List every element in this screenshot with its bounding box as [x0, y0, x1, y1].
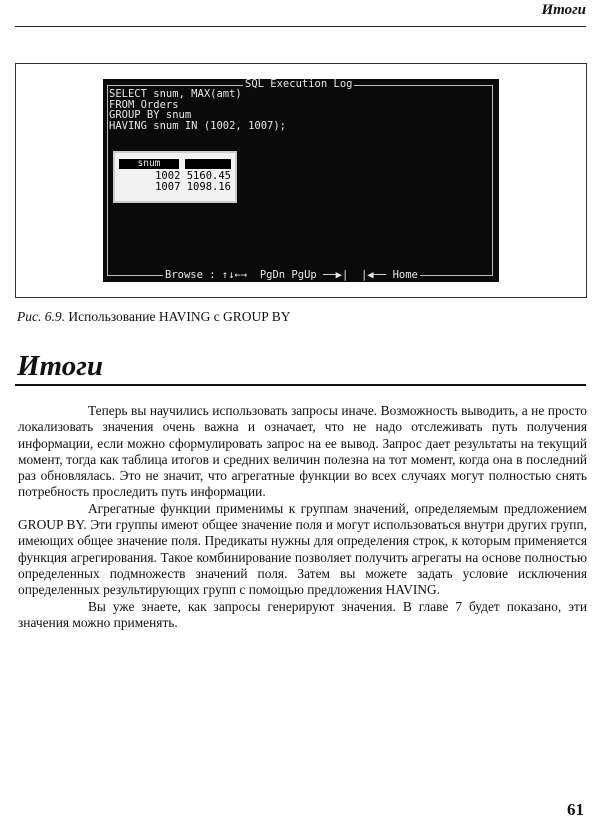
sql-line: GROUP BY snum	[109, 109, 192, 121]
running-header: Итоги	[541, 2, 586, 18]
cell-snum: 1002	[155, 170, 181, 182]
header-rule	[15, 26, 586, 27]
page-number: 61	[567, 800, 584, 819]
caption-number: Рис. 6.9.	[17, 309, 65, 324]
cell-amt: 5160.45	[186, 170, 231, 182]
sql-line: SELECT snum, MAX(amt)	[109, 88, 242, 100]
figure-caption	[17, 309, 290, 325]
body-text	[18, 403, 587, 631]
column-header-snum: snum	[119, 159, 179, 169]
result-table	[113, 151, 237, 203]
cell-snum: 1007	[155, 181, 181, 193]
caption-text: Использование HAVING с GROUP BY	[68, 309, 291, 324]
sql-line: FROM Orders	[109, 98, 179, 111]
status-bar: Browse : ↑↓←→ PgDn PgUp ──▶| |◀── Home	[165, 269, 418, 281]
column-header-max	[185, 159, 231, 169]
section-title: Итоги	[17, 350, 104, 382]
cell-amt: 1098.16	[186, 181, 231, 193]
paragraph: Теперь вы научились использовать запросы иначе. Возможность выводить, а не просто локализовать значения очень важна и означает, что не надо отслеживать путь получения информации, если можно сформулировать запрос на ее вывод. Запрос дает результаты на текущий момент, тогда как таблица итогов и средних величин полезна на тот момент, когда она в последний раз обновлялась. Это не значит, что агрегатные функции во всех случаях могут полностью снять потребность проследить путь информации.	[18, 403, 587, 500]
paragraph: Вы уже знаете, как запросы генерируют значения. В главе 7 будет показано, эти значения можно применять.	[18, 598, 587, 630]
paragraph: Агрегатные функции применимы к группам значений, определяемым предложением GROUP BY. Эти группы имеют общее значение поля и могут использоваться внутри других групп, имеющих общее значение поля. Предикаты нужны для определения строк, к которым применяется функция агрегирования. Такое комбинирование позволяет получить агрегаты на основе полностью определенных подмножеств значений поля. Затем вы можете задать условие исключения определенных результирующих групп с помощью предложения HAVING.	[18, 500, 587, 598]
sql-query	[109, 89, 286, 131]
section-rule	[15, 384, 586, 386]
table-row	[155, 182, 231, 193]
window-title: SQL Execution Log	[245, 78, 353, 90]
sql-execution-log-screen	[103, 79, 499, 282]
sql-line: HAVING snum IN (1002, 1007);	[109, 119, 287, 132]
